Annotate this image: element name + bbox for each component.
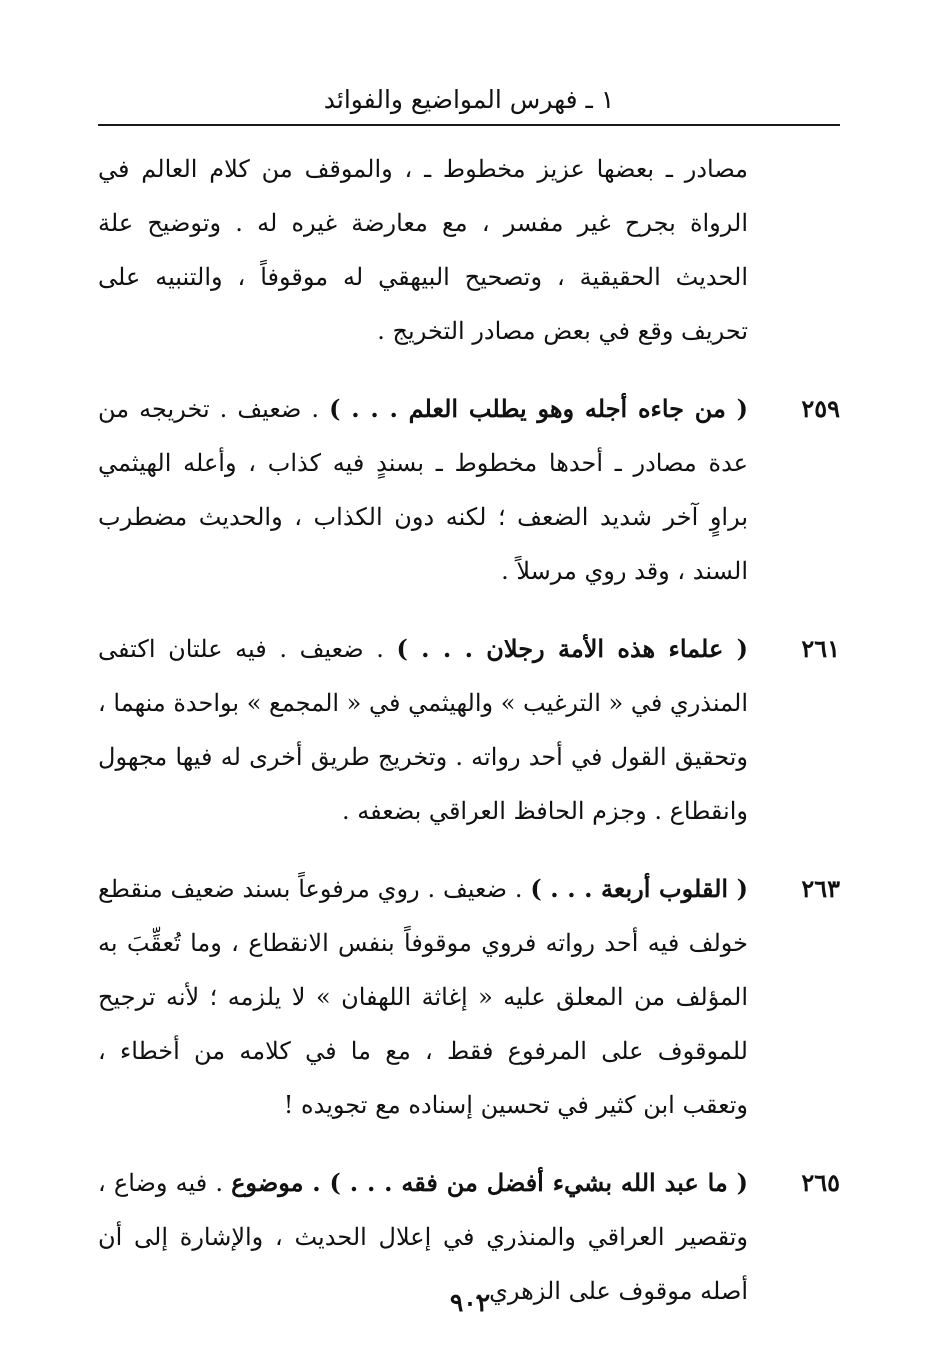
index-content: [98, 142, 840, 1318]
entry-number: ٢٥٩: [801, 394, 840, 423]
entry-title: ( القلوب أربعة . . . ): [530, 874, 748, 903]
entry-text: [98, 862, 748, 1132]
entry-number: ٢٦٣: [801, 874, 840, 903]
index-entry: [98, 622, 840, 838]
header-title: ١ ـ فهرس المواضيع والفوائد: [323, 85, 615, 114]
entry-number: ٢٦٥: [801, 1168, 840, 1197]
continued-paragraph: [98, 142, 748, 358]
continued-paragraph-text: مصادر ـ بعضها عزيز مخطوط ـ ، والموقف من كلام العالم في الرواة بجرح غير مفسر ، مع معارضة غيره له . وتوضيح علة الحديث الحقيقية ، وتصحيح البيهقي له موقوفاً ، والتنبيه على تحريف وقع في بعض مصادر التخريج .: [98, 155, 748, 345]
index-entry: [98, 862, 840, 1132]
entry-description: . ضعيف . روي مرفوعاً بسند ضعيف منقطع خولف فيه أحد رواته فروي موقوفاً بنفس الانقطاع ، وما تُعقِّبَ به المؤلف من المعلق عليه « إغاثة اللهفان » لا يلزمه ؛ لأنه ترجيح للموقوف على المرفوع فقط ، مع ما في كلامه من أخطاء ، وتعقب ابن كثير في تحسين إسناده مع تجويده !: [98, 875, 748, 1119]
entry-title: ( ما عبد الله بشيء أفضل من فقه . . . ) . موضوع: [231, 1168, 748, 1197]
entry-title: ( من جاءه أجله وهو يطلب العلم . . . ): [329, 394, 748, 423]
entry-text: [98, 622, 748, 838]
entry-title: ( علماء هذه الأمة رجلان . . . ): [396, 634, 748, 663]
index-entry: [98, 382, 840, 598]
running-header: [98, 78, 840, 126]
entry-description: . ضعيف . فيه علتان اكتفى المنذري في « الترغيب » والهيثمي في « المجمع » بواحدة منهما ، وتحقيق القول في أحد رواته . وتخريج طريق أخرى له فيها مجهول وانقطاع . وجزم الحافظ العراقي بضعفه .: [98, 635, 748, 825]
entry-description: . فيه وضاع ، وتقصير العراقي والمنذري في إعلال الحديث ، والإشارة إلى أن أصله موقوف على الزهري .: [98, 1169, 748, 1305]
entry-description: . ضعيف . تخريجه من عدة مصادر ـ أحدها مخطوط ـ بسندٍ فيه كذاب ، وأعله الهيثمي براوٍ آخر شديد الضعف ؛ لكنه دون الكذاب ، والحديث مضطرب السند ، وقد روي مرسلاً .: [98, 395, 748, 585]
entry-text: [98, 382, 748, 598]
page-number: ٩٠٢: [449, 1288, 491, 1317]
entry-number: ٢٦١: [801, 634, 840, 663]
